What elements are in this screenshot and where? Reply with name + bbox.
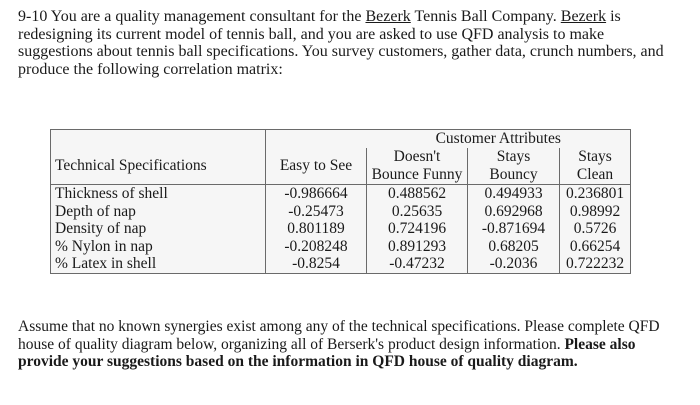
matrix-value: -0.871694 xyxy=(481,220,546,238)
column-header-line: Clean xyxy=(576,166,614,183)
matrix-value: -0.986664 xyxy=(284,185,348,202)
customer-attributes-header: Customer Attributes xyxy=(367,130,631,149)
column-header-stays-clean xyxy=(560,148,631,185)
column-header-easy-to-see: Easy to See xyxy=(266,148,367,185)
matrix-value: 0.722232 xyxy=(565,255,625,273)
row-labels-cell xyxy=(51,185,266,274)
instructions-bold-text: Please also provide your suggestions based on the information in QFD house of quality diagram. xyxy=(18,335,636,370)
matrix-value: -0.47232 xyxy=(389,255,445,273)
matrix-value: 0.66254 xyxy=(569,237,621,255)
problem-statement xyxy=(18,8,680,78)
column-header-line: Bounce Funny xyxy=(371,166,463,183)
column-header-doesnt-bounce-funny xyxy=(367,148,468,185)
matrix-value: 0.692968 xyxy=(484,202,543,220)
problem-text-part-1: You are a quality management consultant for the xyxy=(47,8,366,25)
values-stays-clean xyxy=(560,185,631,274)
matrix-value: -0.8254 xyxy=(292,255,340,273)
row-label-nylon-in-nap: % Nylon in nap xyxy=(55,237,153,255)
matrix-value: 0.801189 xyxy=(287,220,345,238)
matrix-value: 0.724196 xyxy=(387,220,447,238)
values-doesnt-bounce-funny xyxy=(367,185,468,274)
technical-specifications-header: Technical Specifications xyxy=(51,148,266,185)
values-easy-to-see xyxy=(266,185,367,274)
values-stays-bouncy xyxy=(468,185,560,274)
instructions-paragraph xyxy=(18,318,680,371)
column-header-line: Stays xyxy=(496,148,531,165)
matrix-value: 0.25635 xyxy=(391,202,443,220)
matrix-value: 0.98992 xyxy=(569,202,621,220)
problem-text-part-2: Tennis Ball Company. xyxy=(410,8,561,25)
matrix-value: -0.2036 xyxy=(489,255,538,273)
column-header-line: Doesn't xyxy=(393,148,441,165)
row-label-thickness-of-shell: Thickness of shell xyxy=(55,185,168,202)
problem-number: 9-10 xyxy=(18,8,48,25)
matrix-corner-cell xyxy=(51,130,266,149)
column-header-line: Bouncy xyxy=(489,166,538,183)
company-name: Bezerk xyxy=(365,8,411,25)
row-label-latex-in-shell: % Latex in shell xyxy=(55,255,157,273)
matrix-value: 0.68205 xyxy=(488,237,539,255)
matrix-value: -0.25473 xyxy=(288,202,344,220)
row-label-depth-of-nap: Depth of nap xyxy=(55,202,136,220)
matrix-value: 0.488562 xyxy=(387,185,447,202)
matrix-blank-cell xyxy=(266,130,367,149)
column-header-stays-bouncy xyxy=(468,148,560,185)
row-label-density-of-nap: Density of nap xyxy=(55,220,147,238)
correlation-matrix xyxy=(50,129,631,274)
matrix-value: -0.208248 xyxy=(284,237,348,255)
column-header-line: Stays xyxy=(578,148,612,165)
company-name-2: Bezerk xyxy=(560,8,607,25)
matrix-value: 0.891293 xyxy=(387,237,447,255)
problem-text-part-3: is redesigning its current model of tennis ball, and you are asked to use QFD analysis to make suggestions about tennis ball specifications. You survey customers, gather data, crunch numbers, and produce the following correlation matrix: xyxy=(18,8,664,78)
matrix-value: 0.236801 xyxy=(565,185,625,202)
matrix-value: 0.494933 xyxy=(484,185,543,202)
matrix-value: 0.5726 xyxy=(573,220,617,238)
instructions-text: Assume that no known synergies exist among any of the technical specifications. Please complete QFD house of quality diagram below, organizing all of Berserk's product design information. xyxy=(18,318,660,353)
